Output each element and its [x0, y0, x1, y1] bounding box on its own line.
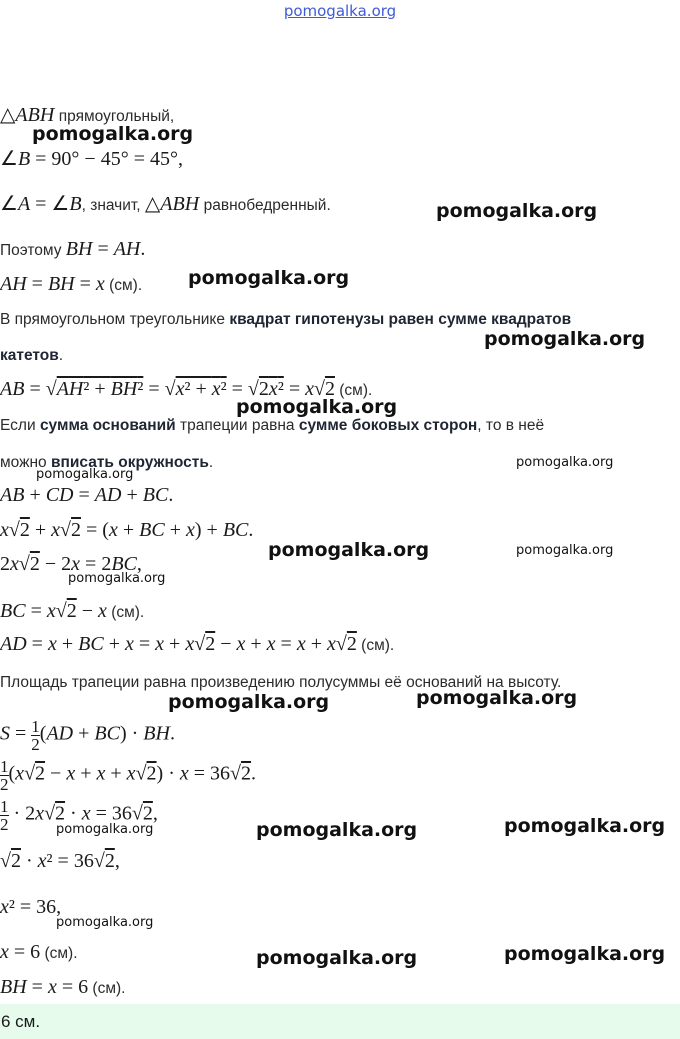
- watermark: pomogalka.org: [268, 539, 430, 561]
- watermark: pomogalka.org: [32, 123, 194, 145]
- line-6: В прямоугольном треугольнике квадрат гипотенузы равен сумме квадратов: [0, 311, 572, 328]
- line-6b: катетов.: [0, 347, 64, 364]
- watermark: pomogalka.org: [36, 467, 134, 482]
- watermark: pomogalka.org: [504, 943, 666, 965]
- watermark: pomogalka.org: [516, 543, 614, 558]
- watermark: pomogalka.org: [168, 691, 330, 713]
- watermark: pomogalka.org: [484, 328, 646, 350]
- line-16: $\frac{1}{2}$ (x√2 − x + x + x√2) · x = 36√2.: [0, 757, 257, 794]
- line-10: x√2 + x√2 = (x + BC + x) + BC.: [0, 519, 254, 541]
- watermark: pomogalka.org: [56, 915, 154, 930]
- line-14: Площадь трапеции равна произведению полусуммы её оснований на высоту.: [0, 674, 562, 691]
- line-21: BH = x = 6 (см).: [0, 976, 126, 998]
- watermark: pomogalka.org: [436, 200, 598, 222]
- line-15: S = $\frac{1}{2}$ (AD + BC) · BH.: [0, 717, 175, 754]
- line-19: x² = 36,: [0, 896, 62, 918]
- line-4: Поэтому BH = AH.: [0, 238, 146, 260]
- line-9: AB + CD = AD + BC.: [0, 484, 174, 506]
- line-8b: можно вписать окружность.: [0, 454, 214, 471]
- watermark: pomogalka.org: [188, 267, 350, 289]
- watermark: pomogalka.org: [256, 947, 418, 969]
- line-2: ∠B = 90° − 45° = 45°,: [0, 148, 183, 170]
- watermark: pomogalka.org: [56, 822, 154, 837]
- watermark: pomogalka.org: [416, 687, 578, 709]
- watermark: pomogalka.org: [504, 815, 666, 837]
- line-13: AD = x + BC + x = x + x√2 − x + x = x + x√2 (см).: [0, 633, 395, 655]
- watermark: pomogalka.org: [256, 819, 418, 841]
- line-18: √2 · x² = 36√2,: [0, 850, 120, 872]
- site-link[interactable]: pomogalka.org: [283, 2, 397, 20]
- watermark: pomogalka.org: [516, 455, 614, 470]
- line-17: $\frac{1}{2}$ · 2x√2 · x = 36√2,: [0, 797, 158, 834]
- line-3: ∠A = ∠B, значит, △ABH равнобедренный.: [0, 193, 331, 215]
- line-8: Если сумма оснований трапеции равна сумме боковых сторон, то в неё: [0, 417, 545, 434]
- line-12: BC = x√2 − x (см).: [0, 600, 145, 622]
- line-7: AB = √AH² + BH² = √x² + x² = √2x² = x√2 (см).: [0, 378, 373, 400]
- answer-text: 6 см.: [1, 1012, 41, 1031]
- line-5: AH = BH = x (см).: [0, 273, 143, 295]
- line-11: 2x√2 − 2x = 2BC,: [0, 553, 142, 575]
- watermark: pomogalka.org: [236, 396, 398, 418]
- line-20: x = 6 (см).: [0, 941, 78, 963]
- answer-box: [0, 1004, 680, 1039]
- watermark: pomogalka.org: [68, 571, 166, 586]
- line-1: △ABH прямоугольный,: [0, 104, 175, 126]
